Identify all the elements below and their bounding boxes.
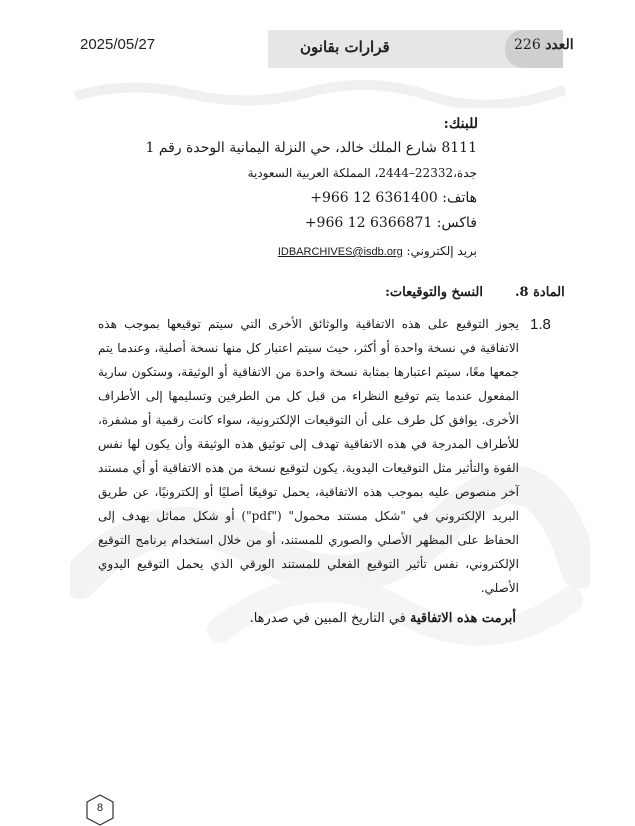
- header-issue: [514, 37, 574, 53]
- clause-number: 1.8: [530, 316, 551, 333]
- header-title: قرارات بقانون: [300, 38, 390, 56]
- phone-number: +966 12 6361400: [310, 190, 438, 206]
- phone-label: هاتف:: [442, 190, 477, 206]
- page-number: 8: [96, 802, 104, 814]
- article-label: المادة 8.: [515, 285, 565, 300]
- email-link[interactable]: IDBARCHIVES@isdb.org: [277, 246, 403, 258]
- issue-label: العدد: [545, 37, 574, 53]
- issue-number: 226: [514, 37, 541, 53]
- closing-rest: في التاريخ المبين في صدرها.: [249, 611, 411, 626]
- phone-line: [310, 190, 477, 206]
- article-title: النسخ والتوقيعات:: [385, 285, 483, 300]
- email-label: بريد إلكتروني:: [406, 244, 477, 258]
- watermark-top-ornament: [70, 78, 570, 108]
- address-line-1: 8111 شارع الملك خالد، حي النزلة اليمانية الوحدة رقم 1: [145, 140, 477, 156]
- fax-number: +966 12 6366871: [304, 215, 433, 231]
- header-date: 2025/05/27: [80, 36, 156, 53]
- fax-line: [305, 215, 477, 231]
- fax-label: فاكس:: [436, 215, 477, 231]
- email-line: [278, 244, 477, 258]
- address-heading: للبنك:: [443, 116, 478, 132]
- closing-bold: أبرمت هذه الاتفاقية: [410, 611, 516, 626]
- address-line-2: جدة،22332–2444، المملكة العربية السعودية: [247, 166, 477, 180]
- closing-sentence: [250, 611, 516, 626]
- clause-paragraph: يجوز التوقيع على هذه الاتفاقية والوثائق الأخرى التي سيتم توقيعها بموجب هذه الاتفاقية في نسخة واحدة أو أكثر، حيث سيتم اعتبار كل منها نسخة أصلية، وعندما يتم جمعها معًا، سيتم اعتبارها بمثابة نسخة واحدة من الاتفاقية أو الوثيقة، وستكون سارية المفعول عندما يتم توقيع النظراء من قبل كل من الطرفين وتسليمها إلى الأطراف الأخرى. يوافق كل طرف على أن التوقيعات الإلكترونية، سواء كانت رقمية أو مشفرة، للأطراف المدرجة في هذه الاتفاقية تهدف إلى توثيق هذه الوثيقة وأن يكون لها نفس القوة والتأثير مثل التوقيعات اليدوية. يكون لتوقيع نسخة من هذه الاتفاقية أو أي مستند آخر منصوص عليه بموجب هذه الاتفاقية، يحمل توقيعًا أصليًا أو إلكترونيًا، عن طريق البريد الإلكتروني في "شكل مستند محمول" ("pdf") أو شكل مماثل يهدف إلى الحفاظ على المظهر الأصلي والصوري للمستند، أو من خلال استخدام برنامج التوقيع الإلكتروني، نفس تأثير التوقيع الفعلي للمستند الورقي الذي يحمل التوقيع اليدوي الأصلي.: [98, 317, 519, 595]
